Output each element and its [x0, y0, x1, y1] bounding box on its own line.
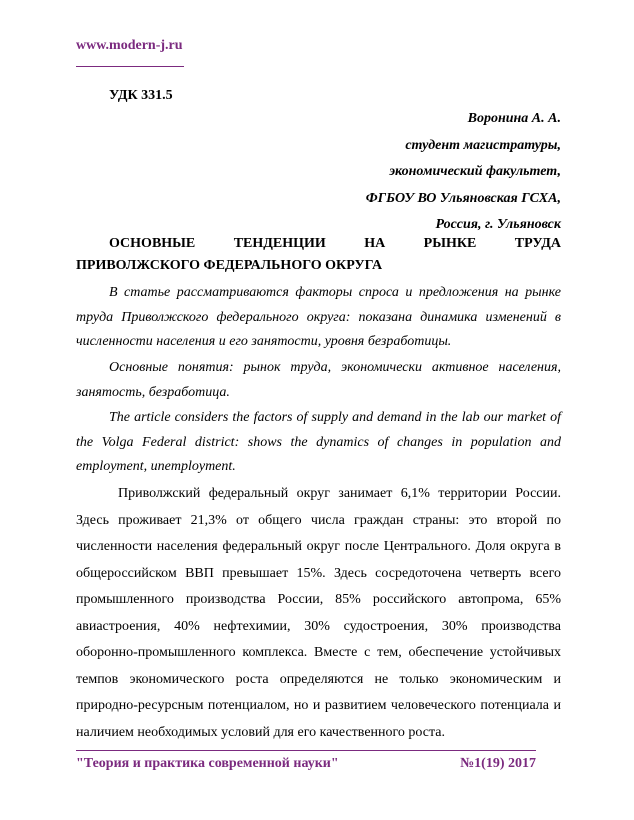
title-word: ТЕНДЕНЦИИ [233, 236, 326, 251]
abstract-en: The article considers the factors of supply and demand in the lab our market of the Volga Federal district: shows the dynamics of changes in population and employment, unemployment. [76, 410, 561, 474]
article-title [76, 233, 561, 277]
author-block [366, 106, 561, 239]
title-word: ТРУДА [514, 236, 561, 251]
title-word: ОСНОВНЫЕ [109, 236, 196, 251]
title-word: НА [364, 236, 386, 251]
author-location: Россия, г. Ульяновск [435, 217, 561, 232]
title-line-1 [76, 233, 561, 255]
body-paragraph: Приволжский федеральный округ занимает 6,1% территории России. Здесь проживает 21,3% от общего числа граждан страны: это второй по численности населения федеральный округ после Центрального. Доля округа в общероссийском ВВП превышает 15%. Здесь сосредоточена четверть всего промышленного производства России, 85% российского автопрома, 65% авиастроения, 40% нефтехимии, 30% судостроения, 30% производства оборонно-промышленного комплекса. Вместе с тем, обеспечение устойчивых темпов экономического роста определяются не только экономическим и природно-ресурсным потенциалом, но и развитием человеческого потенциала и наличием необходимых условий для его качественного роста. [76, 486, 561, 740]
title-word: РЫНКЕ [423, 236, 477, 251]
udk-code: УДК 331.5 [109, 88, 173, 103]
author-faculty: экономический факультет, [389, 164, 561, 179]
author-institution: ФГБОУ ВО Ульяновская ГСХА, [365, 190, 561, 206]
header-divider [76, 66, 184, 67]
title-line-2: ПРИВОЛЖСКОГО ФЕДЕРАЛЬНОГО ОКРУГА [76, 258, 383, 273]
abstract-ru: В статье рассматриваются факторы спроса и предложения на рынке труда Приволжского федерального округа: показана динамика изменений в численности населения и его занятости, уровня безработицы. [76, 285, 561, 349]
keywords-ru: Основные понятия: рынок труда, экономически активное населения, занятость, безработица. [76, 360, 561, 400]
author-position: студент магистратуры, [405, 137, 561, 153]
issue-number: №1(19) 2017 [460, 756, 536, 771]
site-url[interactable]: www.modern-j.ru [76, 38, 183, 53]
author-name: Воронина А. А. [467, 111, 561, 126]
journal-name: "Теория и практика современной науки" [76, 756, 339, 771]
footer-divider [76, 750, 536, 751]
